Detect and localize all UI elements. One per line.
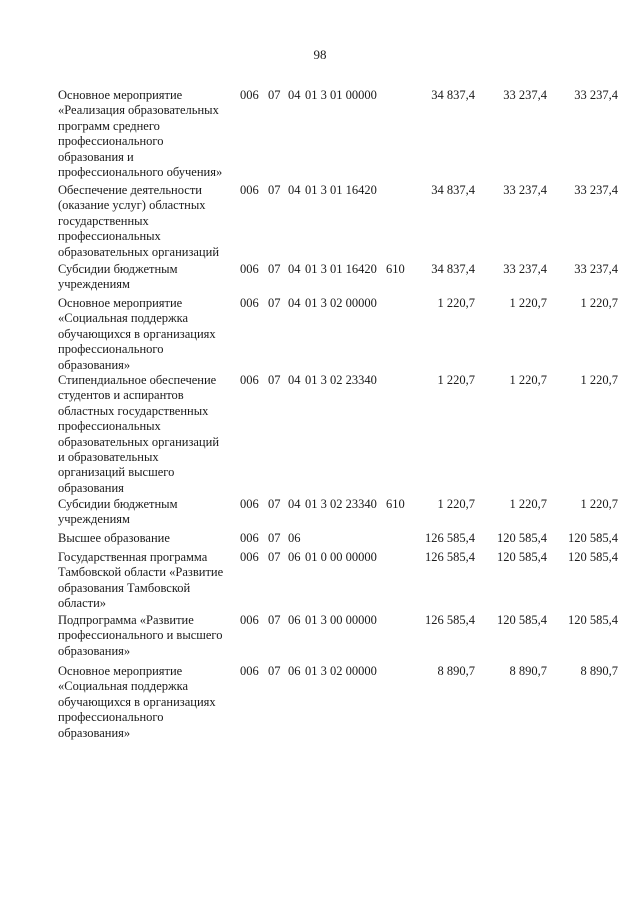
amount-year-3: 33 237,4 — [574, 262, 618, 276]
budget-code: 006 — [240, 550, 259, 564]
subsection-code: 04 — [288, 296, 301, 310]
target-article: 01 0 00 00000 — [305, 550, 377, 564]
row-name-line: образования Тамбовской — [58, 580, 191, 595]
subsection-code: 04 — [288, 373, 301, 387]
budget-code: 006 — [240, 296, 259, 310]
section-code: 07 — [268, 88, 281, 102]
amount-year-2: 1 220,7 — [509, 373, 547, 387]
amount-year-2: 120 585,4 — [497, 550, 547, 564]
amount-year-3: 1 220,7 — [580, 296, 618, 310]
row-name-line: Обеспечение деятельности — [58, 183, 203, 197]
row-name-line: Основное мероприятие — [58, 296, 183, 310]
subsection-code: 04 — [288, 497, 301, 511]
expense-type: 610 — [386, 497, 405, 511]
amount-year-2: 120 585,4 — [497, 531, 547, 545]
row-name — [58, 373, 238, 496]
subsection-code: 06 — [288, 550, 301, 564]
target-article: 01 3 02 23340 — [305, 497, 377, 511]
row-name — [58, 296, 238, 373]
row-name-line: студентов и аспирантов — [58, 388, 184, 403]
subsection-code: 04 — [288, 262, 301, 276]
section-code: 07 — [268, 373, 281, 387]
row-name-line: (оказание услуг) областных — [58, 198, 206, 213]
row-name-line: Стипендиальное обеспечение — [58, 373, 217, 387]
section-code: 07 — [268, 664, 281, 678]
amount-year-1: 126 585,4 — [425, 613, 475, 627]
target-article: 01 3 01 16420 — [305, 183, 377, 197]
row-name-line: Основное мероприятие — [58, 664, 183, 678]
amount-year-1: 1 220,7 — [437, 373, 475, 387]
target-article: 01 3 02 00000 — [305, 664, 377, 678]
amount-year-3: 33 237,4 — [574, 183, 618, 197]
budget-code: 006 — [240, 262, 259, 276]
row-name — [58, 531, 238, 546]
amount-year-1: 34 837,4 — [431, 88, 475, 102]
amount-year-2: 1 220,7 — [509, 497, 547, 511]
budget-code: 006 — [240, 664, 259, 678]
target-article: 01 3 01 16420 — [305, 262, 377, 276]
amount-year-3: 120 585,4 — [568, 531, 618, 545]
row-name-line: образовательных организаций — [58, 244, 220, 259]
row-name-line: образования и — [58, 149, 134, 164]
amount-year-3: 1 220,7 — [580, 373, 618, 387]
row-name-line: профессионального — [58, 342, 164, 357]
section-code: 07 — [268, 296, 281, 310]
row-name-line: и образовательных — [58, 450, 159, 465]
row-name-line: Тамбовской области «Развитие — [58, 565, 224, 580]
row-name-line: профессиональных — [58, 419, 161, 434]
row-name-line: образования — [58, 480, 124, 495]
row-name-line: Высшее образование — [58, 531, 170, 545]
row-name-line: профессиональных — [58, 229, 161, 244]
budget-code: 006 — [240, 613, 259, 627]
row-name-line: организаций высшего — [58, 465, 175, 480]
row-name-line: профессионального — [58, 710, 164, 725]
section-code: 07 — [268, 531, 281, 545]
amount-year-3: 120 585,4 — [568, 550, 618, 564]
subsection-code: 04 — [288, 88, 301, 102]
section-code: 07 — [268, 262, 281, 276]
subsection-code: 06 — [288, 664, 301, 678]
row-name-line: обучающихся в организациях — [58, 694, 216, 709]
amount-year-2: 33 237,4 — [503, 183, 547, 197]
amount-year-1: 126 585,4 — [425, 531, 475, 545]
amount-year-1: 34 837,4 — [431, 262, 475, 276]
row-name-line: Основное мероприятие — [58, 88, 183, 102]
section-code: 07 — [268, 550, 281, 564]
amount-year-1: 1 220,7 — [437, 497, 475, 511]
row-name-line: учреждениям — [58, 277, 130, 292]
amount-year-3: 8 890,7 — [580, 664, 618, 678]
row-name-line: Подпрограмма «Развитие — [58, 613, 194, 627]
row-name — [58, 664, 238, 741]
target-article: 01 3 01 00000 — [305, 88, 377, 102]
budget-code: 006 — [240, 183, 259, 197]
amount-year-2: 8 890,7 — [509, 664, 547, 678]
row-name-line: «Реализация образовательных — [58, 103, 219, 118]
row-name-line: Государственная программа — [58, 550, 208, 564]
amount-year-2: 1 220,7 — [509, 296, 547, 310]
amount-year-2: 33 237,4 — [503, 262, 547, 276]
row-name-line: области» — [58, 596, 107, 611]
row-name-line: «Социальная поддержка — [58, 679, 189, 694]
row-name — [58, 550, 238, 612]
row-name-line: образования» — [58, 643, 131, 658]
amount-year-2: 120 585,4 — [497, 613, 547, 627]
row-name-line: «Социальная поддержка — [58, 311, 189, 326]
row-name — [58, 183, 238, 260]
row-name-line: образования» — [58, 357, 131, 372]
subsection-code: 04 — [288, 183, 301, 197]
section-code: 07 — [268, 183, 281, 197]
subsection-code: 06 — [288, 531, 301, 545]
budget-code: 006 — [240, 497, 259, 511]
row-name-line: образовательных организаций — [58, 434, 220, 449]
row-name-line: Субсидии бюджетным — [58, 497, 178, 511]
row-name-line: областных государственных — [58, 403, 209, 418]
target-article: 01 3 02 23340 — [305, 373, 377, 387]
amount-year-3: 120 585,4 — [568, 613, 618, 627]
amount-year-1: 126 585,4 — [425, 550, 475, 564]
amount-year-1: 1 220,7 — [437, 296, 475, 310]
row-name-line: профессионального и высшего — [58, 628, 223, 643]
row-name — [58, 497, 238, 528]
row-name-line: учреждениям — [58, 512, 130, 527]
budget-code: 006 — [240, 88, 259, 102]
row-name-line: профессионального обучения» — [58, 165, 223, 180]
amount-year-3: 1 220,7 — [580, 497, 618, 511]
budget-code: 006 — [240, 373, 259, 387]
row-name-line: государственных — [58, 213, 149, 228]
row-name-line: образования» — [58, 725, 131, 740]
row-name-line: профессионального — [58, 134, 164, 149]
target-article: 01 3 02 00000 — [305, 296, 377, 310]
row-name-line: обучающихся в организациях — [58, 326, 216, 341]
amount-year-3: 33 237,4 — [574, 88, 618, 102]
target-article: 01 3 00 00000 — [305, 613, 377, 627]
subsection-code: 06 — [288, 613, 301, 627]
expense-type: 610 — [386, 262, 405, 276]
row-name — [58, 88, 238, 180]
amount-year-2: 33 237,4 — [503, 88, 547, 102]
page-number: 98 — [313, 47, 327, 62]
budget-code: 006 — [240, 531, 259, 545]
row-name-line: программ среднего — [58, 118, 160, 133]
row-name-line: Субсидии бюджетным — [58, 262, 178, 276]
row-name — [58, 262, 238, 293]
amount-year-1: 8 890,7 — [437, 664, 475, 678]
section-code: 07 — [268, 613, 281, 627]
amount-year-1: 34 837,4 — [431, 183, 475, 197]
section-code: 07 — [268, 497, 281, 511]
row-name — [58, 613, 238, 659]
